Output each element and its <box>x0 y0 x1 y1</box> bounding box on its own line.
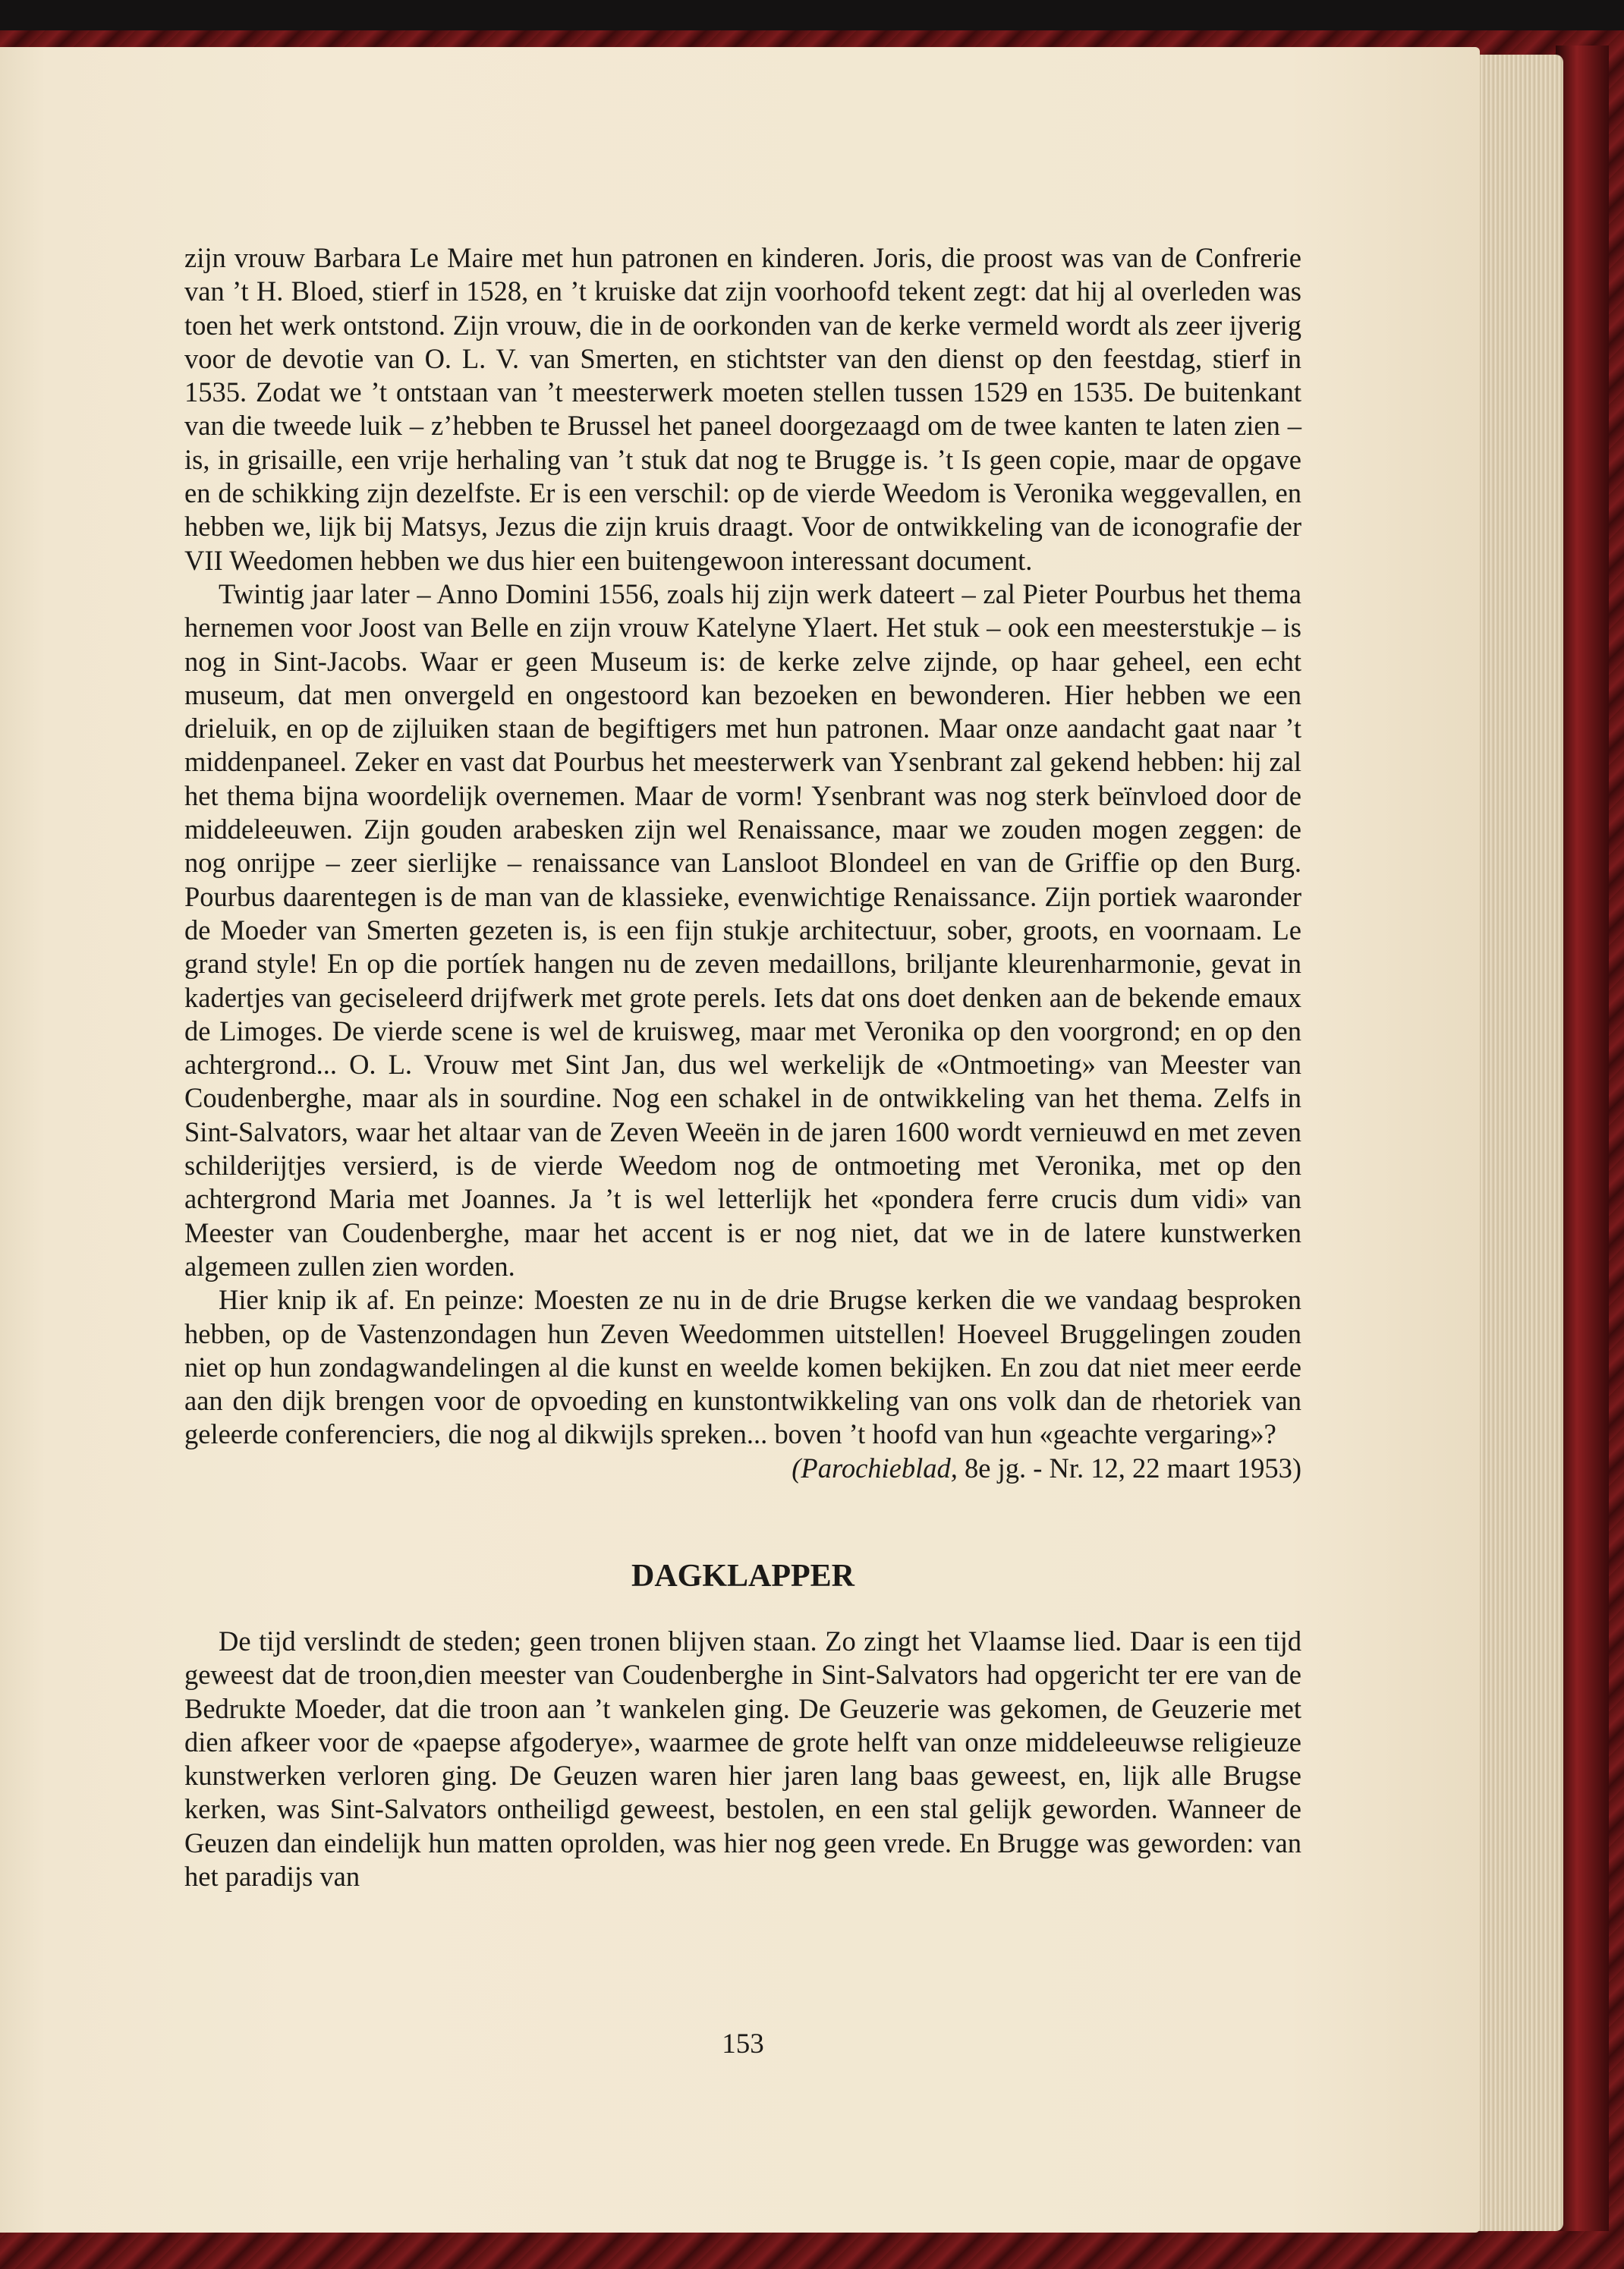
paragraph-3: Hier knip ik af. En peinze: Moesten ze nu in de drie Brugse kerken die we vandaag besproken hebben, op de Vastenzondagen hun Zeven Weedommen uitstellen! Hoeveel Bruggelingen zouden niet op hun zondagwandelingen al die kunst en weelde komen bekijken. En zou dat niet meer eerde aan den dijk brengen voor de opvoeding en kunstontwikkeling van ons volk dan de rhetoriek van geleerde conferenciers, die nog al dikwijls spreken... boven ’t hoofd van hun «geachte vergaring»? <box>184 1284 1301 1450</box>
section-heading: DAGKLAPPER <box>631 1558 854 1594</box>
paragraph-2: Twintig jaar later – Anno Domini 1556, zoals hij zijn werk dateert – zal Pieter Pourbus het thema hernemen voor Joost van Belle en zijn vrouw Katelyne Ylaert. Het stuk – ook een meesterstukje – is nog in Sint-Jacobs. Waar er geen Museum is: de kerke zelve zijnde, op haar geheel, een echt museum, dat men onvergeld en ongestoord kan bezoeken en bewonderen. Hier hebben we een drieluik, en op de zijluiken staan de begiftigers met hun patronen. Maar onze aandacht gaat naar ’t middenpaneel. Zeker en vast dat Pourbus het meesterwerk van Ysenbrant zal gekend hebben: hij zal het thema bijna woordelijk overnemen. Maar de vorm! Ysenbrant was nog sterk beïnvloed door de middeleeuwen. Zijn gouden arabesken zijn wel Renaissance, maar we zouden mogen zeggen: de nog onrijpe – zeer sierlijke – renaissance van Lansloot Blondeel en van de Griffie op den Burg. Pourbus daarentegen is de man van de klassieke, evenwichtige Renaissance. Zijn portiek waaronder de Moeder van Smerten gezeten is, is een fijn stukje architectuur, sober, groots, en voornaam. Le grand style! En op die portíek hangen nu de zeven medaillons, briljante kleurenharmonie, gevat in kadertjes van geciseleerd drijfwerk met grote perels. Iets dat ons doet denken aan de bekende emaux de Limoges. De vierde scene is wel de kruisweg, maar met Veronika op den voorgrond; en op den achtergrond... O. L. Vrouw met Sint Jan, dus wel werkelijk de «Ontmoeting» van Meester van Coudenberghe, maar als in sourdine. Nog een schakel in de ontwikkeling van het thema. Zelfs in Sint-Salvators, waar het altaar van de Zeven Weeën in de jaren 1600 wordt vernieuwd en met zeven schilderijtjes versierd, is de vierde Weedom nog de ontmoeting met Veronika, met op den achtergrond Maria met Joannes. Ja ’t is wel letterlijk het «pondera ferre crucis dum vidi» van Meester van Coudenberghe, maar het accent is er nog niet, dat we in de latere kunstwerken algemeen zullen zien worden. <box>184 577 1301 1282</box>
citation-source: (Parochieblad, <box>792 1452 958 1484</box>
citation-details: 8e jg. - Nr. 12, 22 maart 1953) <box>957 1452 1301 1484</box>
paragraph-1: zijn vrouw Barbara Le Maire met hun patronen en kinderen. Joris, die proost was van de Confrerie van ’t H. Bloed, stierf in 1528, en ’t kruiske dat zijn voorhoofd tekent zegt: dat hij al overleden was toen het werk ontstond. Zijn vrouw, die in de oorkonden van de kerke vermeld wordt als zeer ijverig voor de devotie van O. L. V. van Smerten, en stichtster van den dienst op den feestdag, stierf in 1535. Zodat we ’t ontstaan van ’t meesterwerk moeten stellen tussen 1529 en 1535. De buitenkant van die tweede luik – z’hebben te Brussel het paneel doorgezaagd om de twee kanten te laten zien – is, in grisaille, een vrije herhaling van ’t stuk dat nog te Brugge is. ’t Is geen copie, maar de opgave en de schikking zijn dezelfste. Er is een verschil: op de vierde Weedom is Veronika weggevallen, en hebben we, lijk bij Matsys, Jezus die zijn kruis draagt. Voor de ontwikkeling van de iconografie der VII Weedomen hebben we dus hier een buitengewoon interessant document. <box>184 242 1301 576</box>
page-number: 153 <box>722 2028 764 2060</box>
page-edges <box>1468 55 1563 2231</box>
section-paragraph: De tijd verslindt de steden; geen tronen blijven staan. Zo zingt het Vlaamse lied. Daar is een tijd geweest dat de troon,dien meester van Coudenberghe in Sint-Salvators had opgericht ter ere van de Bedrukte Moeder, dat die troon aan ’t wankelen ging. De Geuzerie was gekomen, de Geuzerie met dien afkeer voor de «paepse afgoderye», waarmee de grote helft van onze middeleeuwse religieuze kunstwerken verloren ging. De Geuzen waren hier jaren lang baas geweest, en, lijk alle Brugse kerken, was Sint-Salvators ontheiligd geweest, bestolen, en een stal gelijk geworden. Wanneer de Geuzen dan eindelijk hun matten oprolden, was hier nog geen vrede. En Brugge was geworden: van het paradijs van <box>184 1625 1301 1893</box>
book-page <box>0 47 1480 2233</box>
page-text <box>184 241 1301 1893</box>
source-citation <box>184 1452 1301 1485</box>
book-cover-edge <box>1556 46 1609 2231</box>
